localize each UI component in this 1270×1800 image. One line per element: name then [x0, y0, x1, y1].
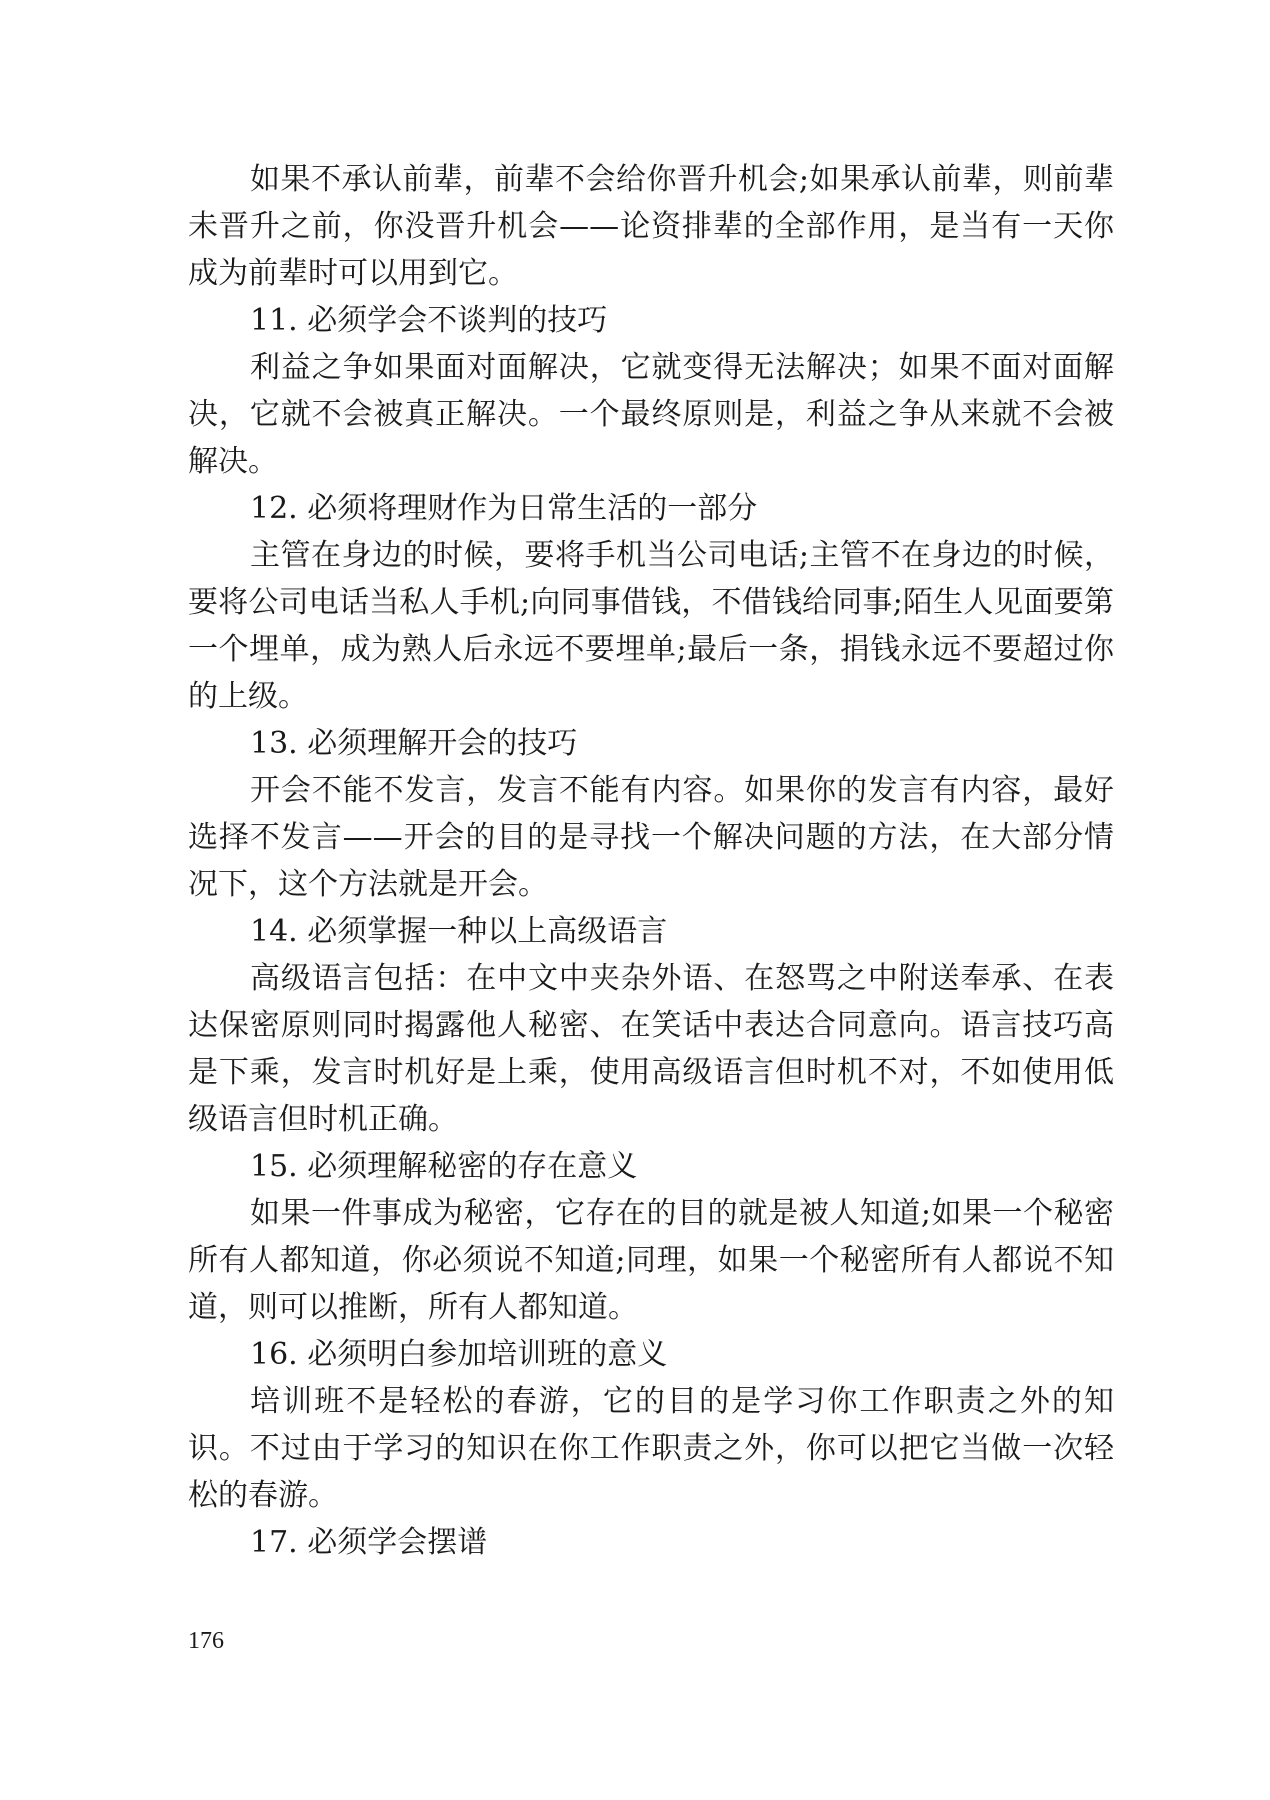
heading-16-training: 16. 必须明白参加培训班的意义	[250, 1337, 668, 1372]
paragraph-secrets: 如果一件事成为秘密，它存在的目的就是被人知道;如果一个秘密所有人都知道，你必须说不知道;同理，如果一个秘密所有人都说不知道，则可以推断，所有人都知道。	[188, 1196, 1114, 1325]
page-number: 176	[188, 1628, 224, 1654]
page-body	[188, 156, 1114, 1566]
heading-13-meetings: 13. 必须理解开会的技巧	[250, 726, 578, 761]
paragraph-meetings: 开会不能不发言，发言不能有内容。如果你的发言有内容，最好选择不发言——开会的目的是寻找一个解决问题的方法，在大部分情况下，这个方法就是开会。	[188, 773, 1114, 902]
heading-15-secrets: 15. 必须理解秘密的存在意义	[250, 1149, 638, 1184]
heading-14-advanced-language: 14. 必须掌握一种以上高级语言	[250, 914, 668, 949]
paragraph-seniority: 如果不承认前辈，前辈不会给你晋升机会;如果承认前辈，则前辈未晋升之前，你没晋升机会——论资排辈的全部作用，是当有一天你成为前辈时可以用到它。	[188, 162, 1114, 291]
paragraph-interest-dispute: 利益之争如果面对面解决，它就变得无法解决；如果不面对面解决，它就不会被真正解决。一个最终原则是，利益之争从来就不会被解决。	[188, 350, 1114, 479]
paragraph-advanced-language: 高级语言包括：在中文中夹杂外语、在怒骂之中附送奉承、在表达保密原则同时揭露他人秘密、在笑话中表达合同意向。语言技巧高是下乘，发言时机好是上乘，使用高级语言但时机不对，不如使用低级语言但时机正确。	[188, 961, 1114, 1137]
heading-17-showing-off: 17. 必须学会摆谱	[250, 1525, 488, 1560]
heading-11-no-negotiation: 11. 必须学会不谈判的技巧	[250, 303, 608, 338]
heading-12-finance: 12. 必须将理财作为日常生活的一部分	[250, 491, 758, 526]
paragraph-training: 培训班不是轻松的春游，它的目的是学习你工作职责之外的知识。不过由于学习的知识在你工作职责之外，你可以把它当做一次轻松的春游。	[188, 1384, 1114, 1513]
paragraph-finance: 主管在身边的时候，要将手机当公司电话;主管不在身边的时候，要将公司电话当私人手机;向同事借钱，不借钱给同事;陌生人见面要第一个埋单，成为熟人后永远不要埋单;最后一条，捐钱永远不要超过你的上级。	[188, 538, 1114, 714]
